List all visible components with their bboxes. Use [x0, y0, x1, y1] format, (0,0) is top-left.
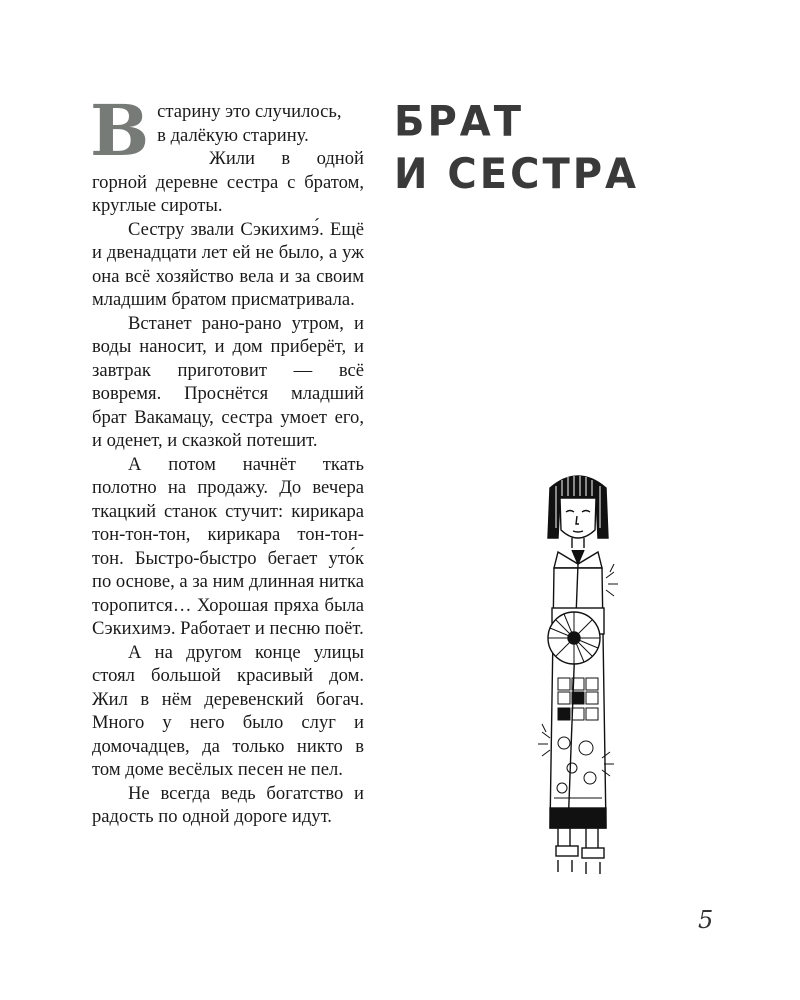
title-line-2: И СЕСТРА	[394, 150, 639, 199]
paragraph-5: А на другом конце улицы стоял большой красивый дом. Жил в нём деревенский богач. Много у него было слуг и домочадцев, да только никто в том доме весёлых песен не пел.	[92, 641, 364, 780]
second-line: в далёкую старину.	[157, 124, 309, 146]
chapter-title	[394, 96, 654, 201]
page-number: 5	[698, 906, 714, 934]
kokeshi-girl-illustration	[528, 468, 628, 878]
first-line: старину это случилось,	[157, 101, 342, 122]
drop-cap: В	[90, 89, 150, 172]
paragraph-4: А потом начнёт ткать полотно на продажу. До вечера ткацкий станок стучит: кирикара тон-тон-тон, кирикара тон-тон-тон. Быстро-быстро бегает уто́к по основе, а за ним длинная нитка торопится… Хорошая пряха была Сэкихимэ. Работает и песню поёт.	[92, 453, 364, 639]
story-text	[90, 89, 364, 829]
paragraph-3: Встанет рано-рано утром, и воды наносит, и дом приберёт, и завтрак приготовит — всё вовремя. Проснётся младший брат Вакамацу, сестра умоет его, и оденет, и сказкой потешит.	[92, 312, 364, 451]
title-line-1: БРАТ	[394, 97, 525, 146]
first-paragraph-rest: Жили в одной горной деревне сестра с братом, круглые сироты.	[92, 148, 364, 216]
paragraph-6: Не всегда ведь богатство и радость по одной дороге идут.	[92, 782, 364, 827]
paragraph-2: Сестру звали Сэкихимэ́. Ещё и двенадцати лет ей не было, а уж она всё хозяйство вела и за своим младшим братом присматривала.	[92, 218, 364, 310]
first-paragraph	[90, 89, 364, 218]
